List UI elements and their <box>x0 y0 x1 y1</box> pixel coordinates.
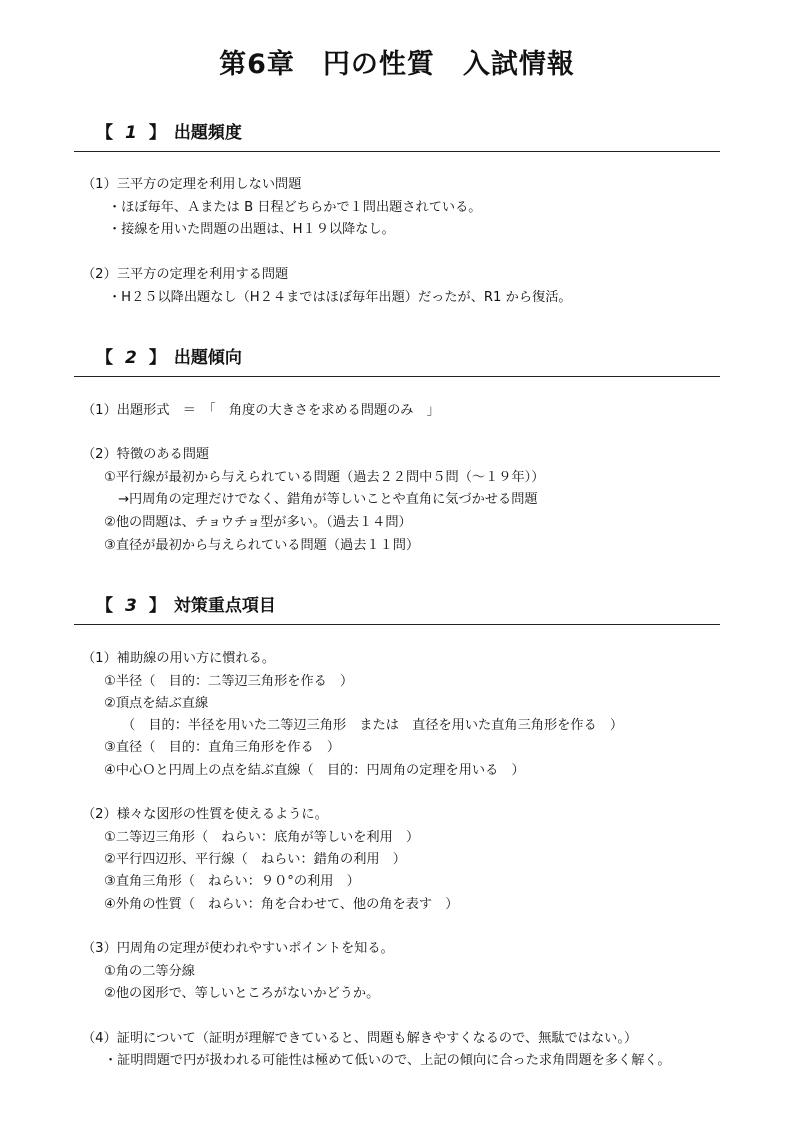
subsection-heading: （1）三平方の定理を利用しない問題 <box>82 177 302 192</box>
list-item: ③直角三角形（ ねらい：９０°の利用 ） <box>104 874 360 889</box>
section-title: 出題傾向 <box>173 348 242 368</box>
bracket-close: 】 <box>148 123 166 143</box>
list-item: ①平行線が最初から与えられている問題（過去２２問中５問（～１９年）） <box>104 470 545 485</box>
section-title: 対策重点項目 <box>173 596 276 616</box>
subsection-heading: （4）証明について（証明が理解できていると、問題も解きやすくなるので、無駄ではない。） <box>82 1031 638 1046</box>
list-item-note: （ 目的：半径を用いた二等辺三角形 または 直径を用いた直角三角形を作る ） <box>122 718 624 733</box>
bracket-open: 【 <box>96 596 113 616</box>
section-title: 出題頻度 <box>173 123 242 143</box>
bracket-open: 【 <box>96 123 113 143</box>
section-divider <box>74 624 720 625</box>
section-divider <box>74 376 720 377</box>
subsection-heading: （2）特徴のある問題 <box>82 447 210 462</box>
bullet-item: ・H２５以降出題なし（H２４まではほぼ毎年出題）だったが、R1 から復活。 <box>108 290 572 305</box>
section-heading-2 <box>96 343 242 368</box>
list-item: ①角の二等分線 <box>104 964 195 979</box>
section-number: 3 <box>125 596 137 616</box>
bracket-close: 】 <box>148 596 166 616</box>
subsection-heading: （2）様々な図形の性質を使えるように。 <box>82 807 328 822</box>
list-item: ②頂点を結ぶ直線 <box>104 696 209 711</box>
subsection-heading: （3）円周角の定理が使われやすいポイントを知る。 <box>82 941 394 956</box>
bracket-close: 】 <box>148 348 166 368</box>
section-heading-3 <box>96 591 276 616</box>
bullet-item: ・ほぼ毎年、Ａまたは B 日程どちらかで１問出題されている。 <box>108 200 482 215</box>
subsection-heading: （2）三平方の定理を利用する問題 <box>82 267 289 282</box>
list-item: ③直径が最初から与えられている問題（過去１１問） <box>104 538 420 553</box>
list-item: ③直径（ 目的：直角三角形を作る ） <box>104 740 341 755</box>
bracket-open: 【 <box>96 348 113 368</box>
list-item: ②平行四辺形、平行線（ ねらい：錯角の利用 ） <box>104 852 406 867</box>
section-number: 2 <box>125 348 137 368</box>
list-item: ④外角の性質（ ねらい：角を合わせて、他の角を表す ） <box>104 897 459 912</box>
section-heading-1 <box>96 118 242 143</box>
list-item: ②他の図形で、等しいところがないかどうか。 <box>104 986 380 1001</box>
bullet-item: ・証明問題で円が扱われる可能性は極めて低いので、上記の傾向に合った求角問題を多く解く。 <box>104 1053 671 1068</box>
section-divider <box>74 151 720 152</box>
section-number: 1 <box>125 123 137 143</box>
list-item: ④中心Ｏと円周上の点を結ぶ直線（ 目的：円周角の定理を用いる ） <box>104 763 525 778</box>
bullet-item: ・接線を用いた問題の出題は、H１９以降なし。 <box>108 222 395 237</box>
list-item: ①二等辺三角形（ ねらい：底角が等しいを利用 ） <box>104 830 420 845</box>
list-item: ②他の問題は、チョウチョ型が多い。（過去１４問） <box>104 515 412 530</box>
list-item: ①半径（ 目的：二等辺三角形を作る ） <box>104 674 354 689</box>
subsection-heading: （1）補助線の用い方に慣れる。 <box>82 651 276 666</box>
subsection-heading: （1）出題形式 ＝ 「 角度の大きさを求める問題のみ 」 <box>82 403 440 418</box>
page-title: 第6章 円の性質 入試情報 <box>219 49 575 80</box>
list-item-note: →円周角の定理だけでなく、錯角が等しいことや直角に気づかせる問題 <box>118 492 538 507</box>
